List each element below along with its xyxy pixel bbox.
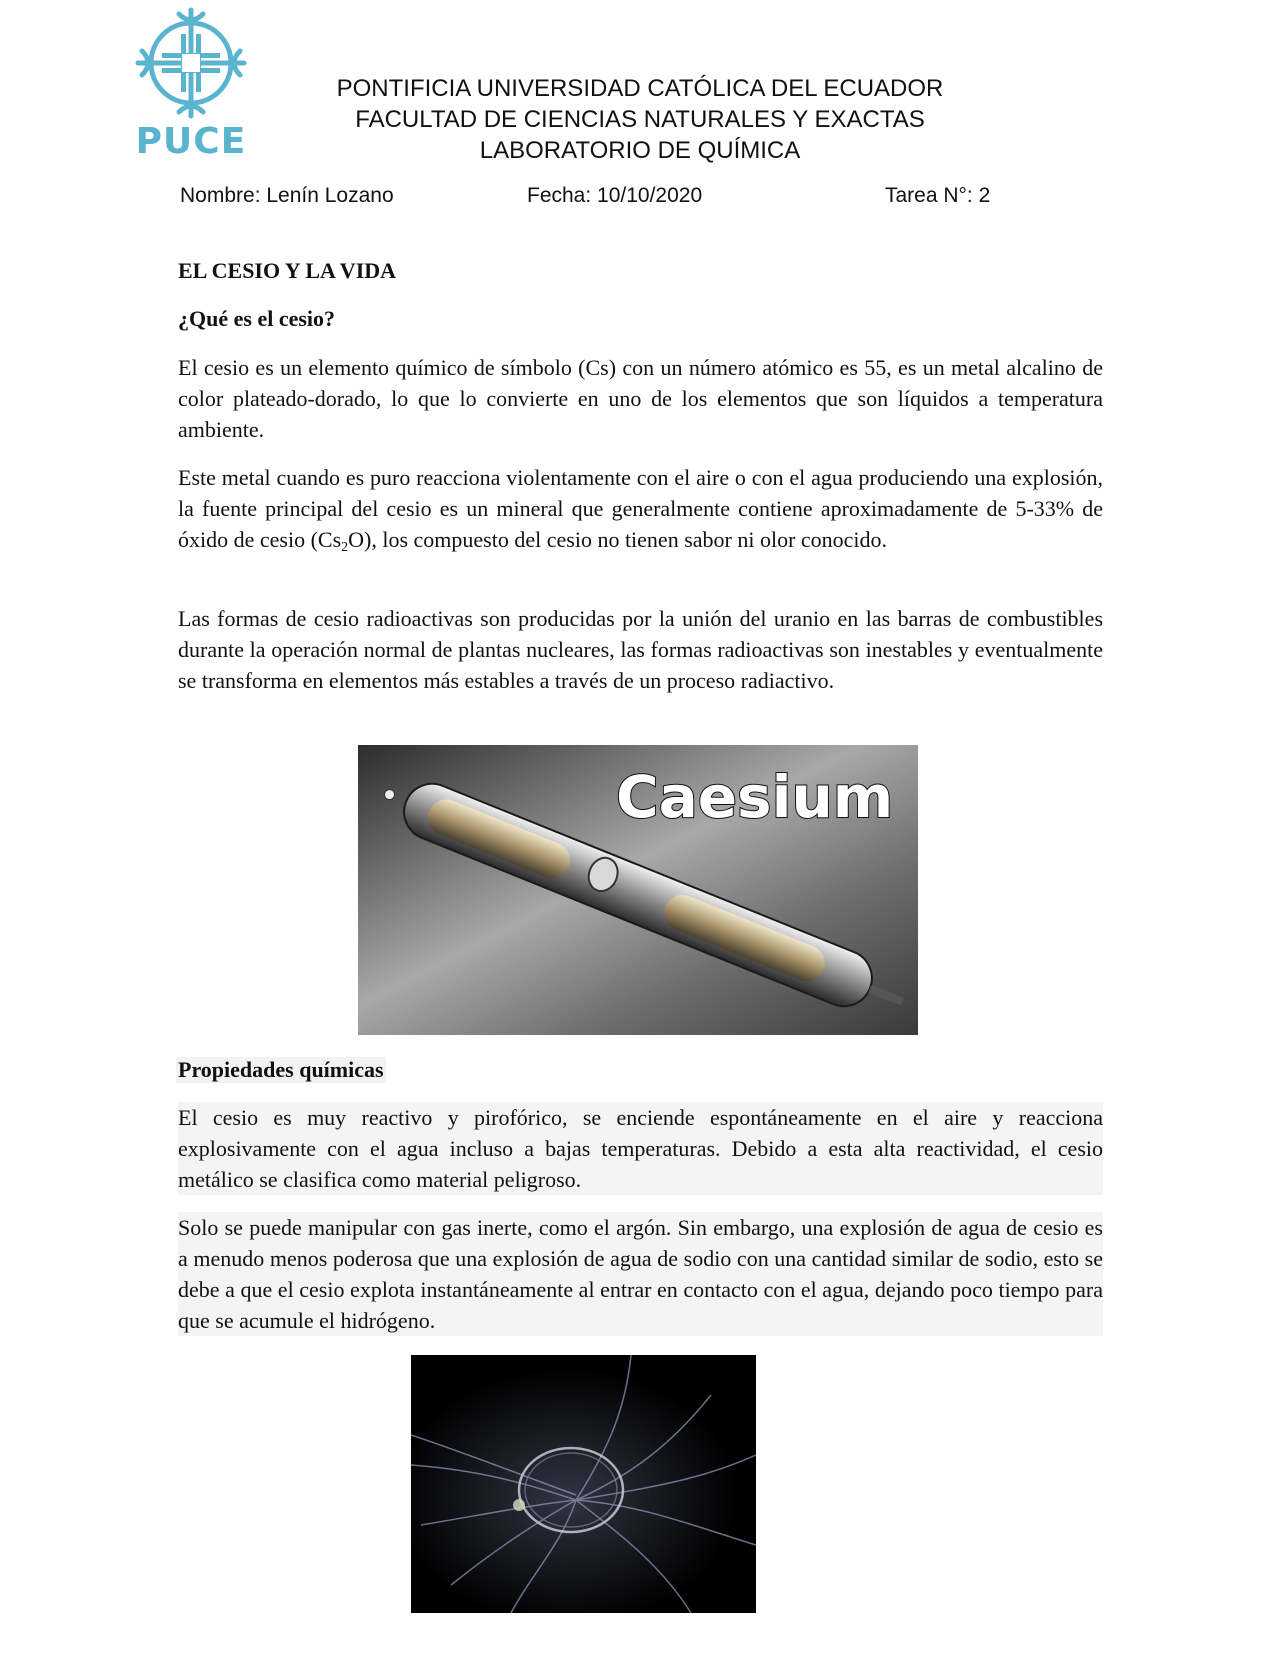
paragraph-handling: Solo se puede manipular con gas inerte, como el argón. Sin embargo, una explosión de agua de cesio es a menudo menos poderosa que una explosión de agua de sodio con una cantidad similar de sodio, esto se debe a que el cesio explota instantáneamente al entrar en contacto con el agua, dejando poco tiempo para que se acumule el hidrógeno. [178,1212,1103,1336]
logo-text: PUCE [135,121,247,162]
section-question: ¿Qué es el cesio? [178,306,336,331]
p2-subscript: 2 [341,540,349,555]
date-field: Fecha: 10/10/2020 [527,184,703,207]
student-name: Nombre: Lenín Lozano [180,184,394,207]
institution-header [260,73,1020,166]
lab-name: LABORATORIO DE QUÍMICA [479,137,801,164]
p2-text-after: O), los compuesto del cesio no tienen sabor ni olor conocido. [348,527,888,552]
puce-cross-icon [132,4,250,122]
section-chemical-properties: Propiedades químicas [178,1057,384,1082]
paragraph-radioactive: Las formas de cesio radioactivas son producidas por la unión del uranio en las barras de combustibles durante la operación normal de plantas nucleares, las formas radioactivas son inestables y eventualmente se transforma en elementos más estables a través de un proceso radiactivo. [178,606,1103,693]
cesium-water-explosion-image [411,1355,756,1613]
image-caption-caesium: Caesium [616,763,894,831]
document-title: EL CESIO Y LA VIDA [178,258,397,283]
caesium-ampoule-image [358,745,918,1035]
paragraph-intro: El cesio es un elemento químico de símbolo (Cs) con un número atómico es 55, es un metal alcalino de color plateado-dorado, lo que lo convierte en uno de los elementos que son líquidos a temperatura ambiente. [178,355,1103,442]
puce-logo [132,4,250,164]
faculty-name: FACULTAD DE CIENCIAS NATURALES Y EXACTAS [355,106,925,133]
university-name: PONTIFICIA UNIVERSIDAD CATÓLICA DEL ECUADOR [336,75,944,102]
paragraph-pyrophoric: El cesio es muy reactivo y pirofórico, se enciende espontáneamente en el aire y reacciona explosivamente con el agua incluso a bajas temperaturas. Debido a esta alta reactividad, el cesio metálico se clasifica como material peligroso. [178,1102,1103,1195]
p2-text-before: Este metal cuando es puro reacciona violentamente con el aire o con el agua produciendo una explosión, la fuente principal del cesio es un mineral que generalmente contiene aproximadamente de 5-33% de óxido de cesio (Cs [178,465,1103,552]
paragraph-reactivity [178,462,1103,563]
task-number: Tarea N°: 2 [885,184,991,207]
